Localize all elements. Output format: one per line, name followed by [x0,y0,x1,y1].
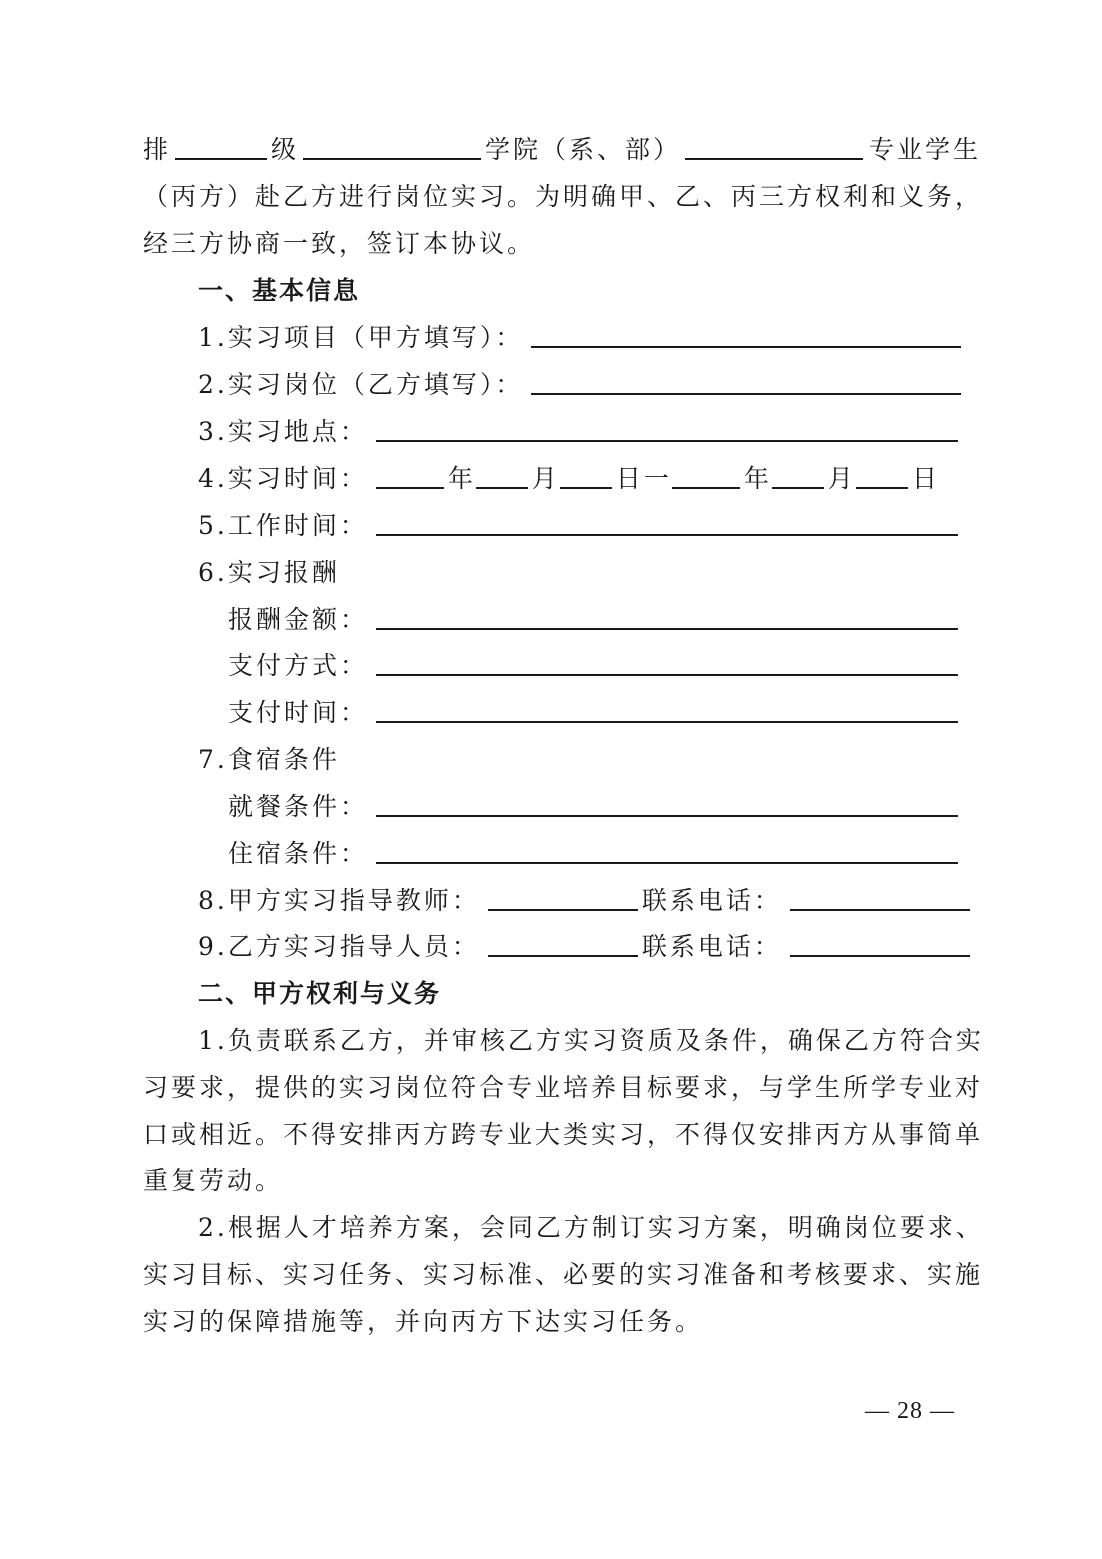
field-label: 就餐条件： [228,792,369,821]
paragraph-line: 实习的保障措施等，并向丙方下达实习任务。 [143,1307,704,1336]
field-label: 支付方式： [228,651,369,680]
blank-start-day[interactable] [560,457,612,489]
blank-party-b-instructor[interactable] [488,925,638,957]
field-pay-amount [228,596,958,643]
blank-major[interactable] [685,128,863,160]
field-label: 住宿条件： [228,839,369,868]
blank-internship-location[interactable] [376,410,958,442]
field-label: 9.乙方实习指导人员： [198,932,480,961]
field-label: 支付时间： [228,698,369,727]
field-internship-pay: 6.实习报酬 [198,558,340,587]
blank-pay-amount[interactable] [376,598,958,630]
blank-meal-conditions[interactable] [376,785,958,817]
blank-end-month[interactable] [772,457,824,489]
paragraph-line: 实习目标、实习任务、实习标准、必要的实习准备和考核要求、实施 [143,1260,984,1289]
field-payment-time [228,689,958,736]
field-lodging-conditions [228,830,958,877]
paragraph-line: 重复劳动。 [143,1166,284,1195]
intro-line-3: 经三方协商一致，签订本协议。 [143,229,536,258]
blank-party-b-phone[interactable] [790,925,970,957]
blank-end-year[interactable] [672,457,740,489]
field-label: 1.实习项目（甲方填写）： [198,323,524,352]
text: 排 [143,135,172,164]
text: 月 [827,464,856,493]
field-working-hours [198,502,958,549]
blank-internship-position[interactable] [531,363,961,395]
field-party-a-instructor [198,877,970,924]
intro-line-2: （丙方）赴乙方进行岗位实习。为明确甲、乙、丙三方权利和义务， [143,182,984,211]
paragraph-line: 1.负责联系乙方，并审核乙方实习资质及条件，确保乙方符合实 [198,1026,984,1055]
blank-start-month[interactable] [476,457,528,489]
blank-end-day[interactable] [856,457,908,489]
field-label: 8.甲方实习指导教师： [198,886,480,915]
text: 月 [531,464,560,493]
text: 专业学生 [869,135,982,164]
text: 学院（系、部） [485,135,682,164]
blank-start-year[interactable] [376,457,444,489]
intro-line-1 [143,126,981,173]
blank-party-a-instructor[interactable] [488,879,638,911]
field-label: 2.实习岗位（乙方填写）： [198,370,524,399]
field-board-lodging: 7.食宿条件 [198,745,340,774]
field-label: 报酬金额： [228,605,369,634]
text: 年 [743,464,772,493]
section-heading-basic-info: 一、基本信息 [198,276,361,305]
paragraph-line: 口或相近。不得安排丙方跨专业大类实习，不得仅安排丙方从事简单 [143,1120,984,1149]
page-number: — 28 — [865,1398,955,1424]
field-internship-position [198,361,961,408]
field-label: 5.工作时间： [198,511,368,540]
paragraph-line: 习要求，提供的实习岗位符合专业培养目标要求，与学生所学专业对 [143,1073,984,1102]
field-label: 4.实习时间： [198,464,368,493]
text: 年 [447,464,476,493]
blank-payment-method[interactable] [376,644,958,676]
blank-lodging-conditions[interactable] [376,832,958,864]
field-label: 3.实习地点： [198,417,368,446]
field-label: 联系电话： [641,932,782,961]
field-payment-method [228,642,958,689]
blank-working-hours[interactable] [376,504,958,536]
blank-college[interactable] [303,128,481,160]
field-internship-period [198,455,940,502]
section-heading-party-a: 二、甲方权利与义务 [198,979,442,1008]
text: 日一 [615,464,672,493]
blank-payment-time[interactable] [376,691,958,723]
blank-grade[interactable] [175,128,267,160]
field-label: 联系电话： [641,886,782,915]
paragraph-line: 2.根据人才培养方案，会同乙方制订实习方案，明确岗位要求、 [198,1213,984,1242]
field-party-b-instructor [198,923,970,970]
blank-internship-project[interactable] [531,316,961,348]
text: 日 [911,464,940,493]
field-internship-location [198,408,958,455]
field-internship-project [198,314,961,361]
field-meal-conditions [228,783,958,830]
blank-party-a-phone[interactable] [790,879,970,911]
text: 级 [271,135,300,164]
